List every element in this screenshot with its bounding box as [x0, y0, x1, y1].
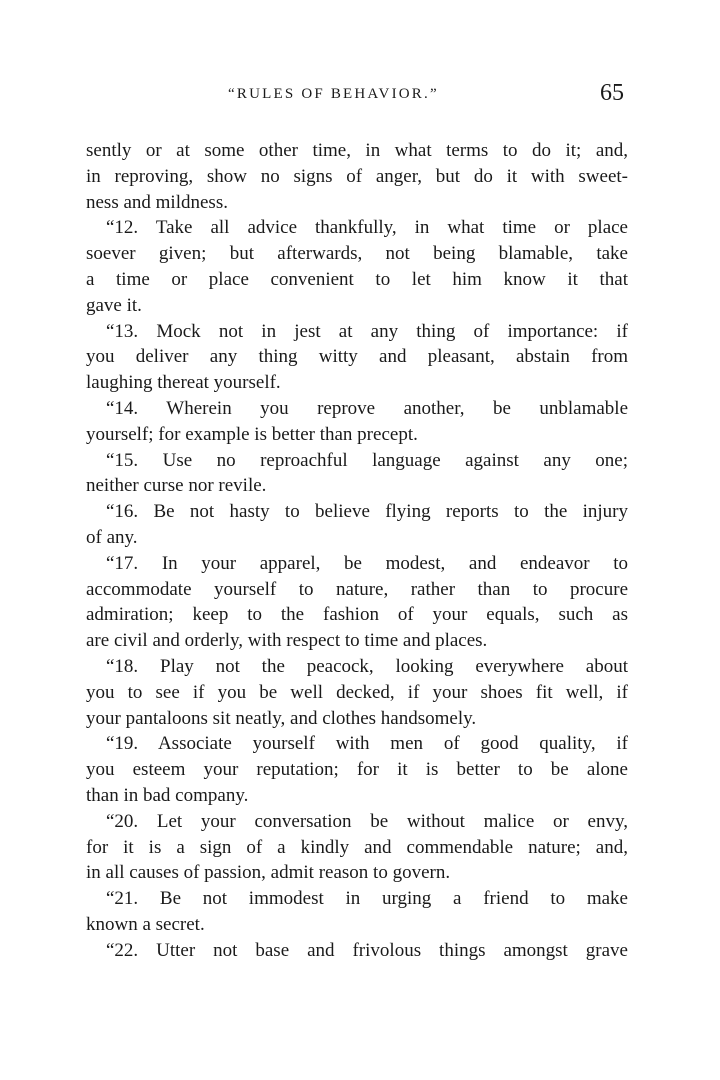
text-line: for it is a sign of a kindly and commendable nature; and, — [86, 836, 628, 858]
text-line: than in bad company. — [86, 784, 249, 806]
text-line: ness and mildness. — [86, 191, 228, 213]
text-line: “18. Play not the peacock, looking everywhere about — [106, 655, 628, 677]
text-line: “20. Let your conversation be without malice or envy, — [106, 810, 628, 832]
text-line: sently or at some other time, in what terms to do it; and, — [86, 140, 628, 161]
text-line: gave it. — [86, 294, 142, 316]
running-title: “RULES OF BEHAVIOR.” — [228, 86, 439, 102]
text-line: yourself; for example is better than precept. — [86, 423, 418, 445]
text-line: you esteem your reputation; for it is better to be alone — [86, 759, 628, 781]
text-line: “19. Associate yourself with men of good quality, if — [106, 733, 628, 755]
text-line: “16. Be not hasty to believe flying reports to the injury — [106, 501, 628, 523]
text-line: “22. Utter not base and frivolous things amongst grave — [106, 939, 628, 961]
text-line: soever given; but afterwards, not being blamable, take — [86, 243, 628, 265]
page-header — [0, 80, 720, 110]
text-line: “12. Take all advice thankfully, in what time or place — [106, 217, 628, 239]
text-line: are civil and orderly, with respect to time and places. — [86, 630, 488, 652]
page-number: 65 — [600, 80, 624, 106]
text-line: your pantaloons sit neatly, and clothes handsomely. — [86, 707, 477, 729]
text-line: laughing thereat yourself. — [86, 372, 281, 394]
text-line: “14. Wherein you reprove another, be unblamable — [106, 397, 628, 419]
text-line: “21. Be not immodest in urging a friend to make — [106, 888, 628, 910]
text-line: a time or place convenient to let him know it that — [86, 268, 628, 290]
text-line: you to see if you be well decked, if your shoes fit well, if — [86, 681, 628, 703]
text-line: “17. In your apparel, be modest, and endeavor to — [106, 552, 628, 574]
text-line: of any. — [86, 526, 138, 548]
text-line: known a secret. — [86, 913, 205, 935]
text-line: you deliver any thing witty and pleasant, abstain from — [86, 346, 628, 368]
text-line: in all causes of passion, admit reason to govern. — [86, 862, 451, 884]
body-text — [86, 138, 628, 964]
text-line: neither curse nor revile. — [86, 475, 267, 497]
text-line: accommodate yourself to nature, rather than to procure — [86, 578, 628, 600]
text-line: admiration; keep to the fashion of your equals, such as — [86, 604, 628, 626]
text-line: “15. Use no reproachful language against any one; — [106, 449, 628, 471]
text-line: “13. Mock not in jest at any thing of importance: if — [106, 320, 628, 342]
text-line: in reproving, show no signs of anger, but do it with sweet- — [86, 165, 628, 187]
